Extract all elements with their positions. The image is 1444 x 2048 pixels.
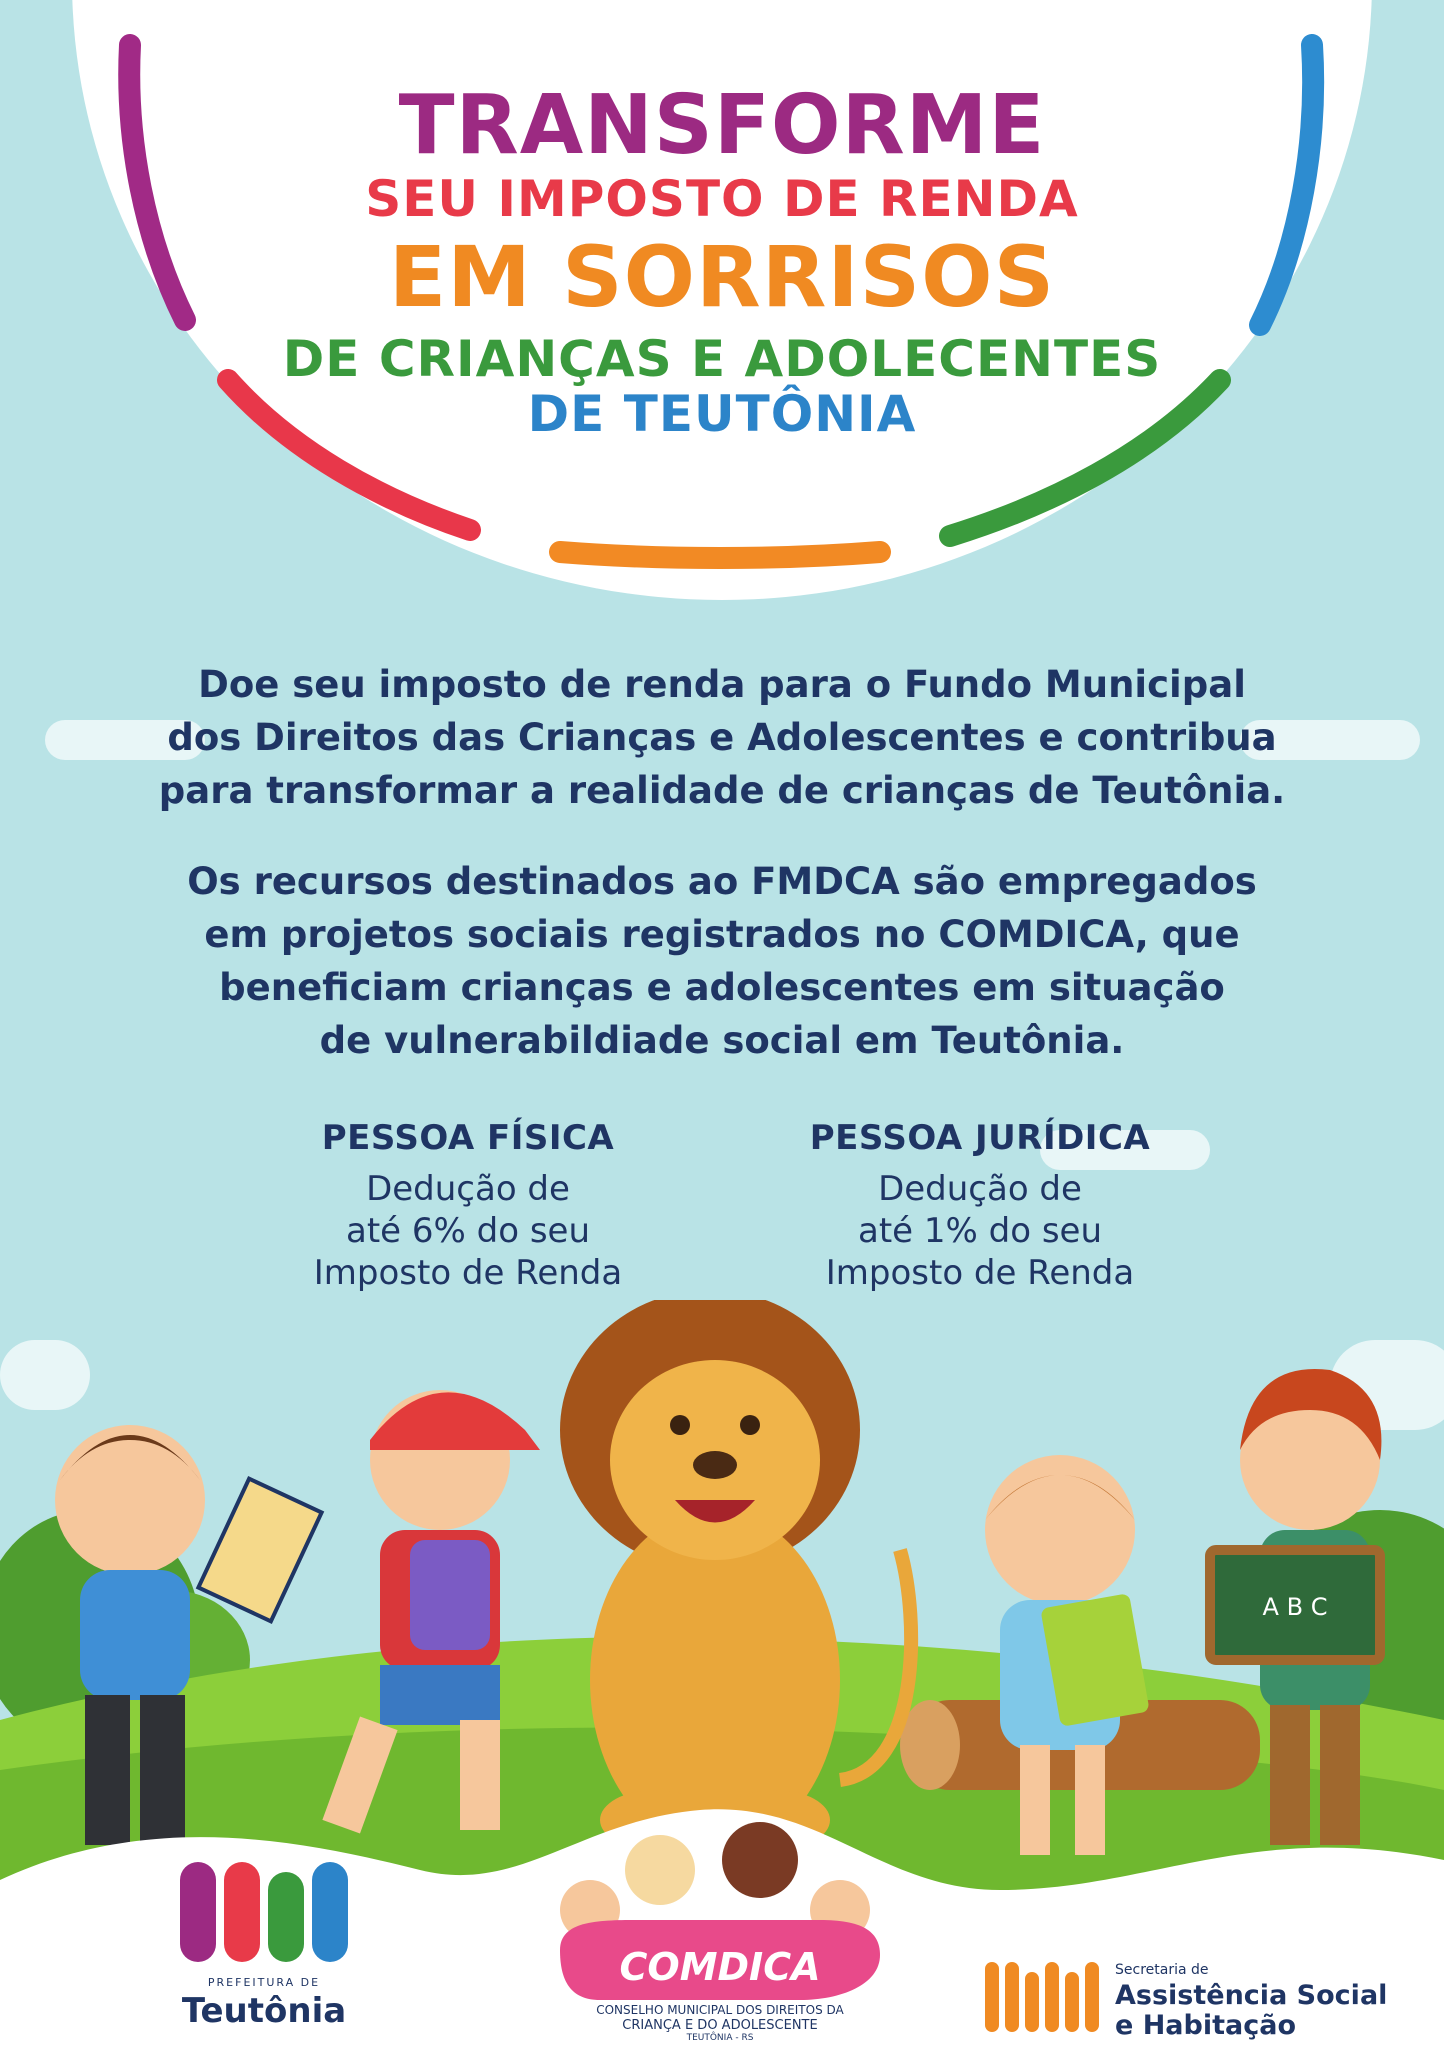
paragraph-line: dos Direitos das Crianças e Adolescentes e contribua — [167, 716, 1277, 759]
title-line-5: DE TEUTÔNIA — [527, 385, 917, 443]
comdica-name: COMDICA — [619, 1945, 821, 1989]
boy2-backpack — [410, 1540, 490, 1650]
chalkboard-text: A B C — [1262, 1593, 1328, 1621]
logo-bar-green — [268, 1872, 304, 1962]
sec-bar-5 — [1065, 1972, 1079, 2032]
prefeitura-small-text: PREFEITURA DE — [207, 1976, 321, 1989]
paragraph-line: Os recursos destinados ao FMDCA são empregados — [187, 860, 1257, 903]
comdica-logo — [540, 1810, 900, 2040]
deduction-pessoa-fisica — [238, 1118, 698, 1294]
paragraph-resources — [70, 855, 1374, 1067]
lion-eye-left — [670, 1415, 690, 1435]
boy2-shorts — [380, 1665, 500, 1725]
comdica-sub-1: CONSELHO MUNICIPAL DOS DIREITOS DA — [596, 2003, 844, 2017]
title-line-4: DE CRIANÇAS E ADOLECENTES — [282, 330, 1162, 388]
sec-bar-6 — [1085, 1962, 1099, 2032]
girl-head — [985, 1455, 1135, 1605]
paragraph-intro — [70, 658, 1374, 817]
boy2-cap — [370, 1392, 540, 1450]
deduction-pessoa-juridica — [750, 1118, 1210, 1294]
deduction-line: até 1% do seu — [857, 1211, 1102, 1251]
title-line-2: SEU IMPOSTO DE RENDA — [365, 170, 1079, 228]
paragraph-line: em projetos sociais registrados no COMDICA, que — [204, 913, 1240, 956]
logo-bar-purple — [180, 1862, 216, 1962]
deduction-line: Imposto de Renda — [825, 1253, 1135, 1293]
comdica-sub-2: CRIANÇA E DO ADOLESCENTE — [622, 2018, 818, 2033]
sec-bar-3 — [1025, 1972, 1039, 2032]
sec-bar-2 — [1005, 1962, 1019, 2032]
paragraph-line: de vulnerabildiade social em Teutônia. — [319, 1019, 1125, 1062]
sec-bar-1 — [985, 1962, 999, 2032]
sec-line-1: Assistência Social — [1115, 1980, 1388, 2011]
prefeitura-logo — [180, 1862, 360, 2032]
paragraph-line: beneficiam crianças e adolescentes em situação — [219, 966, 1225, 1009]
deduction-line: Dedução de — [366, 1169, 570, 1209]
orange-arc — [560, 552, 880, 558]
deduction-line: até 6% do seu — [345, 1211, 590, 1251]
logo-bar-red — [224, 1862, 260, 1962]
prefeitura-name: Teutônia — [181, 1991, 347, 2031]
logo-bar-blue — [312, 1862, 348, 1962]
sec-bar-4 — [1045, 1962, 1059, 2032]
boy-head — [55, 1425, 205, 1575]
lion-nose — [693, 1451, 737, 1479]
deduction-title: PESSOA JURÍDICA — [809, 1118, 1151, 1158]
paragraph-line: Doe seu imposto de renda para o Fundo Municipal — [198, 663, 1246, 706]
abacus-book — [198, 1479, 321, 1622]
comdica-kid-2 — [625, 1835, 695, 1905]
comdica-kid-3 — [722, 1822, 798, 1898]
boy-shirt — [80, 1570, 190, 1700]
title-line-3: EM SORRISOS — [388, 228, 1056, 326]
paragraph-line: para transformar a realidade de crianças de Teutônia. — [158, 769, 1286, 812]
deduction-line: Imposto de Renda — [313, 1253, 623, 1293]
deduction-line: Dedução de — [878, 1169, 1082, 1209]
deduction-title: PESSOA FÍSICA — [321, 1118, 615, 1158]
comdica-sub-3: TEUTÔNIA - RS — [686, 2033, 754, 2040]
title-line-1: TRANSFORME — [398, 78, 1046, 173]
lion-illustration — [560, 1300, 911, 1850]
lion-eye-right — [740, 1415, 760, 1435]
sec-line-2: e Habitação — [1115, 2010, 1297, 2041]
secretaria-logo — [985, 1952, 1405, 2042]
sec-small-text: Secretaria de — [1115, 1962, 1209, 1978]
